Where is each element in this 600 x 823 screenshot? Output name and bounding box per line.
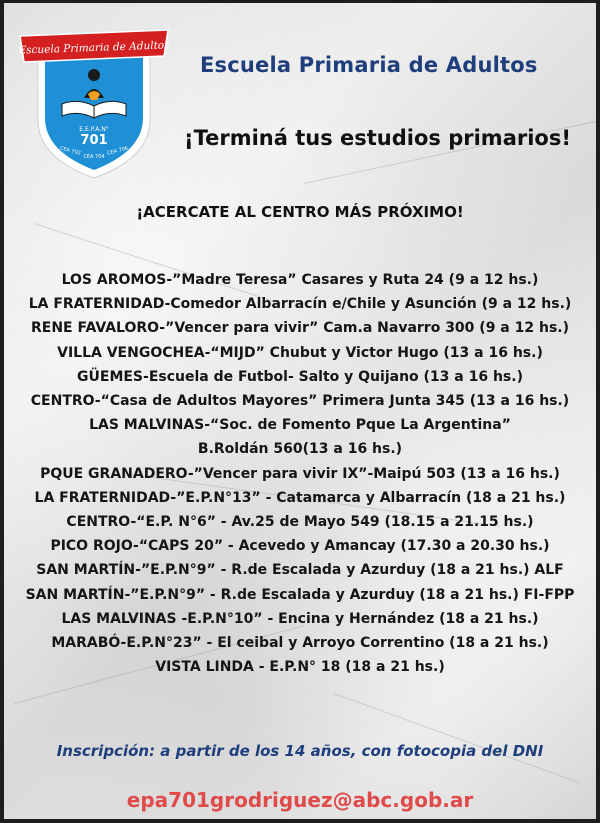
school-logo xyxy=(18,20,170,182)
enrollment-note: Inscripción: a partir de los 14 años, con fotocopia del DNI xyxy=(56,742,544,760)
center-item: LA FRATERNIDAD-”E.P.N°13” - Catamarca y Albarracín (18 a 21 hs.) xyxy=(34,489,566,506)
center-item: SAN MARTÍN-”E.P.N°9” - R.de Escalada y Azurduy (18 a 21 hs.) ALF xyxy=(36,562,564,579)
cta-heading: ¡ACERCATE AL CENTRO MÁS PRÓXIMO! xyxy=(136,203,464,221)
center-item: LAS MALVINAS -E.P.N°10” - Encina y Hernández (18 a 21 hs.) xyxy=(61,610,539,627)
center-item: VILLA VENGOCHEA-“MIJD” Chubut y Victor Hugo (13 a 16 hs.) xyxy=(57,344,543,361)
school-name-heading: Escuela Primaria de Adultos xyxy=(200,53,538,77)
center-item: LAS MALVINAS-“Soc. de Fomento Pque La Argentina” B.Roldán 560(13 a 16 hs.) xyxy=(89,417,511,458)
center-item: SAN MARTÍN-”E.P.N°9” - R.de Escalada y Azurduy (18 a 21 hs.) FI-FPP xyxy=(25,586,575,603)
person-head-icon xyxy=(88,69,100,81)
center-item: LOS AROMOS-”Madre Teresa” Casares y Ruta 24 (9 a 12 hs.) xyxy=(61,272,539,288)
contact-email: epa701grodriguez@abc.gob.ar xyxy=(126,788,474,812)
center-item: MARABÓ-E.P.N°23” - El ceibal y Arroyo Correntino (18 a 21 hs.) xyxy=(51,635,549,652)
poster xyxy=(4,3,596,819)
logo-eepan-label: E.E.P.A.N° xyxy=(79,126,109,133)
logo-ribbon-text: Escuela Primaria de Adultos xyxy=(18,39,170,57)
logo-cea-label: CEA 704 xyxy=(83,154,105,160)
center-item: GÜEMES-Escuela de Futbol- Salto y Quijano (13 a 16 hs.) xyxy=(77,368,523,385)
center-item: RENE FAVALORO-”Vencer para vivir” Cam.a Navarro 300 (9 a 12 hs.) xyxy=(30,320,569,337)
center-item: VISTA LINDA - E.P.N° 18 (18 a 21 hs.) xyxy=(155,659,445,676)
center-item: PQUE GRANADERO-”Vencer para vivir IX”-Maipú 503 (13 a 16 hs.) xyxy=(40,465,560,482)
logo-cea-label: CEA 706 xyxy=(106,145,129,157)
center-item: CENTRO-“E.P. N°6” - Av.25 de Mayo 549 (18.15 a 21.15 hs.) xyxy=(66,514,534,531)
logo-cea-label: CEA 702 xyxy=(59,145,82,157)
center-item: LA FRATERNIDAD-Comedor Albarracín e/Chile y Asunción (9 a 12 hs.) xyxy=(28,296,572,313)
center-item: PICO ROJO-“CAPS 20” - Acevedo y Amancay (17.30 a 20.30 hs.) xyxy=(50,538,550,555)
slogan-heading: ¡Terminá tus estudios primarios! xyxy=(184,126,571,150)
marble-vein xyxy=(334,693,579,783)
logo-number: 701 xyxy=(80,133,108,148)
center-item: CENTRO-“Casa de Adultos Mayores” Primera Junta 345 (13 a 16 hs.) xyxy=(30,393,570,410)
centers-list xyxy=(4,268,596,679)
